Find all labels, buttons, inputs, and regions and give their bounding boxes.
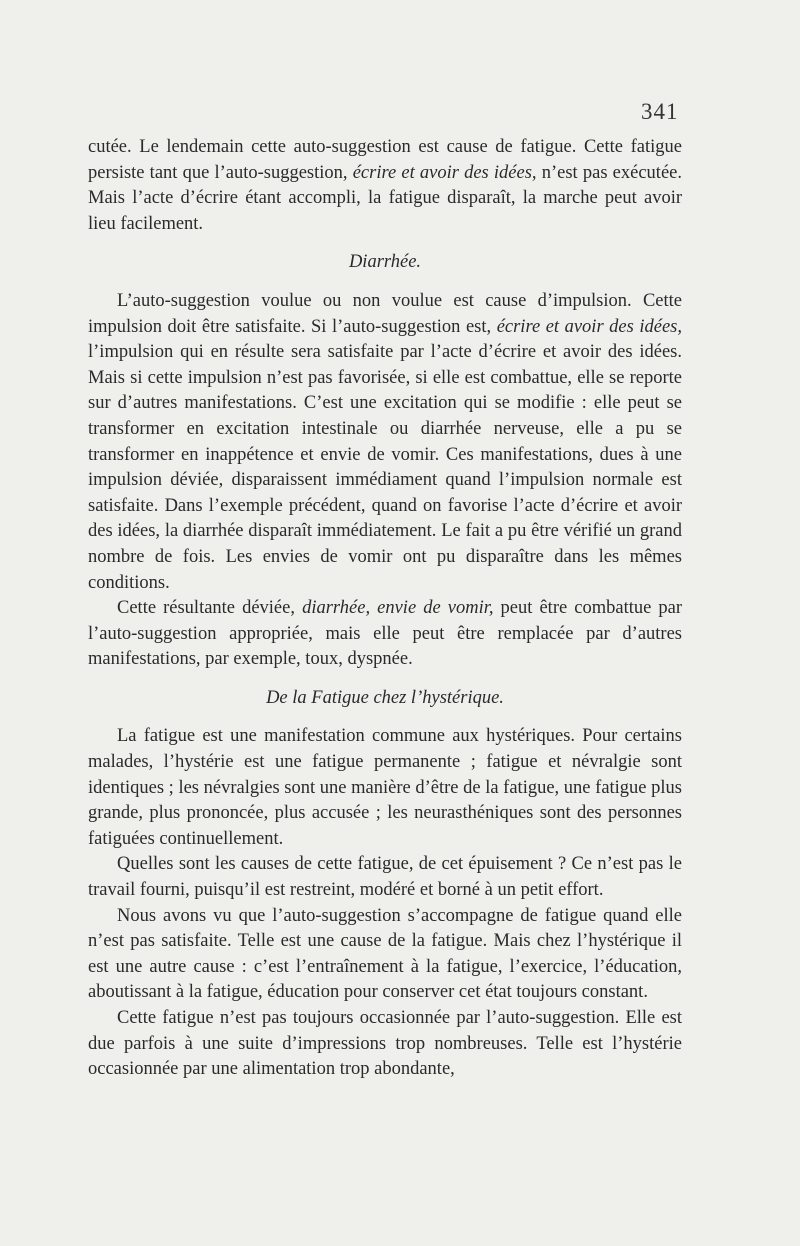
section-heading-fatigue: De la Fatigue chez l’hystérique.	[266, 687, 504, 708]
section-heading-diarrhee: Diarrhée.	[348, 252, 422, 273]
paragraph-continuation	[88, 135, 682, 237]
text-run: cutée. Le lendemain cette auto-suggestion est cause de fatigue. Cette fatigue persiste tant que l’auto-suggestion,	[88, 137, 682, 183]
italic-run: diarrhée, envie de vomir,	[302, 598, 494, 619]
paragraph: Nous avons vu que l’auto-suggestion s’accompagne de fatigue quand elle n’est pas satisfaite. Telle est une cause de la fatigue. Mais chez l’hystérique il est une autre cause : c’est l’entraînement à la fatigue, l’exercice, l’éducation, aboutissant à la fatigue, éducation pour conserver cet état toujours constant.	[88, 905, 682, 1003]
text-run: n’est pas exécutée. Mais l’acte d’écrire étant accompli, la fatigue disparaît, la marche peut avoir lieu facilement.	[88, 162, 682, 234]
text-run: peut être combattue par l’auto-suggestion appropriée, mais elle peut être remplacée par d’autres manifestations, par exemple, toux, dyspnée.	[88, 598, 682, 670]
paragraph	[88, 289, 682, 596]
paragraph: Cette fatigue n’est pas toujours occasionnée par l’auto-suggestion. Elle est due parfois à une suite d’impressions trop nombreuses. Telle est l’hystérie occasionnée par une alimentation trop abondante,	[88, 1008, 682, 1080]
paragraph: La fatigue est une manifestation commune aux hystériques. Pour certains malades, l’hystérie est une fatigue permanente ; fatigue et névralgie sont identiques ; les névralgies sont une manière d’être de la fatigue, une fatigue plus grande, plus prononcée, plus accusée ; les neurasthéniques sont des personnes fatiguées continuellement.	[88, 726, 682, 849]
paragraph: Quelles sont les causes de cette fatigue, de cet épuisement ? Ce n’est pas le travail fourni, puisqu’il est restreint, modéré et borné à un petit effort.	[88, 854, 682, 901]
text-run: Cette résultante déviée,	[117, 598, 303, 619]
italic-run: écrire et avoir des idées,	[496, 316, 683, 337]
text-run: L’auto-suggestion voulue ou non voulue est cause d’impulsion. Cette impulsion doit être satisfaite. Si l’auto-suggestion est,	[88, 290, 682, 337]
body-text	[88, 135, 682, 1083]
text-run: l’impulsion qui en résulte sera satisfaite par l’acte d’écrire et avoir des idées. Mais si cette impulsion n’est pas favorisée, si elle est combattue, elle se reporte sur d’autres manifestations. C’est une excitation qui se modifie : elle peut se transformer en excitation intestinale ou diarrhée nerveuse, elle a pu se transformer en inappétence et envie de vomir. Ces manifestations, dues à une impulsion déviée, disparaissent immédiament quand l’impulsion normale est satisfaite. Dans l’exemple précédent, quand on favorise l’acte d’écrire et avoir des idées, la diarrhée disparaît immédiatement. Le fait a pu être vérifié un grand nombre de fois. Les envies de vomir ont pu disparaître dans les mêmes conditions.	[88, 342, 682, 593]
italic-run: écrire et avoir des idées,	[352, 162, 537, 183]
page-number: 341	[641, 99, 679, 124]
paragraph	[88, 596, 682, 673]
